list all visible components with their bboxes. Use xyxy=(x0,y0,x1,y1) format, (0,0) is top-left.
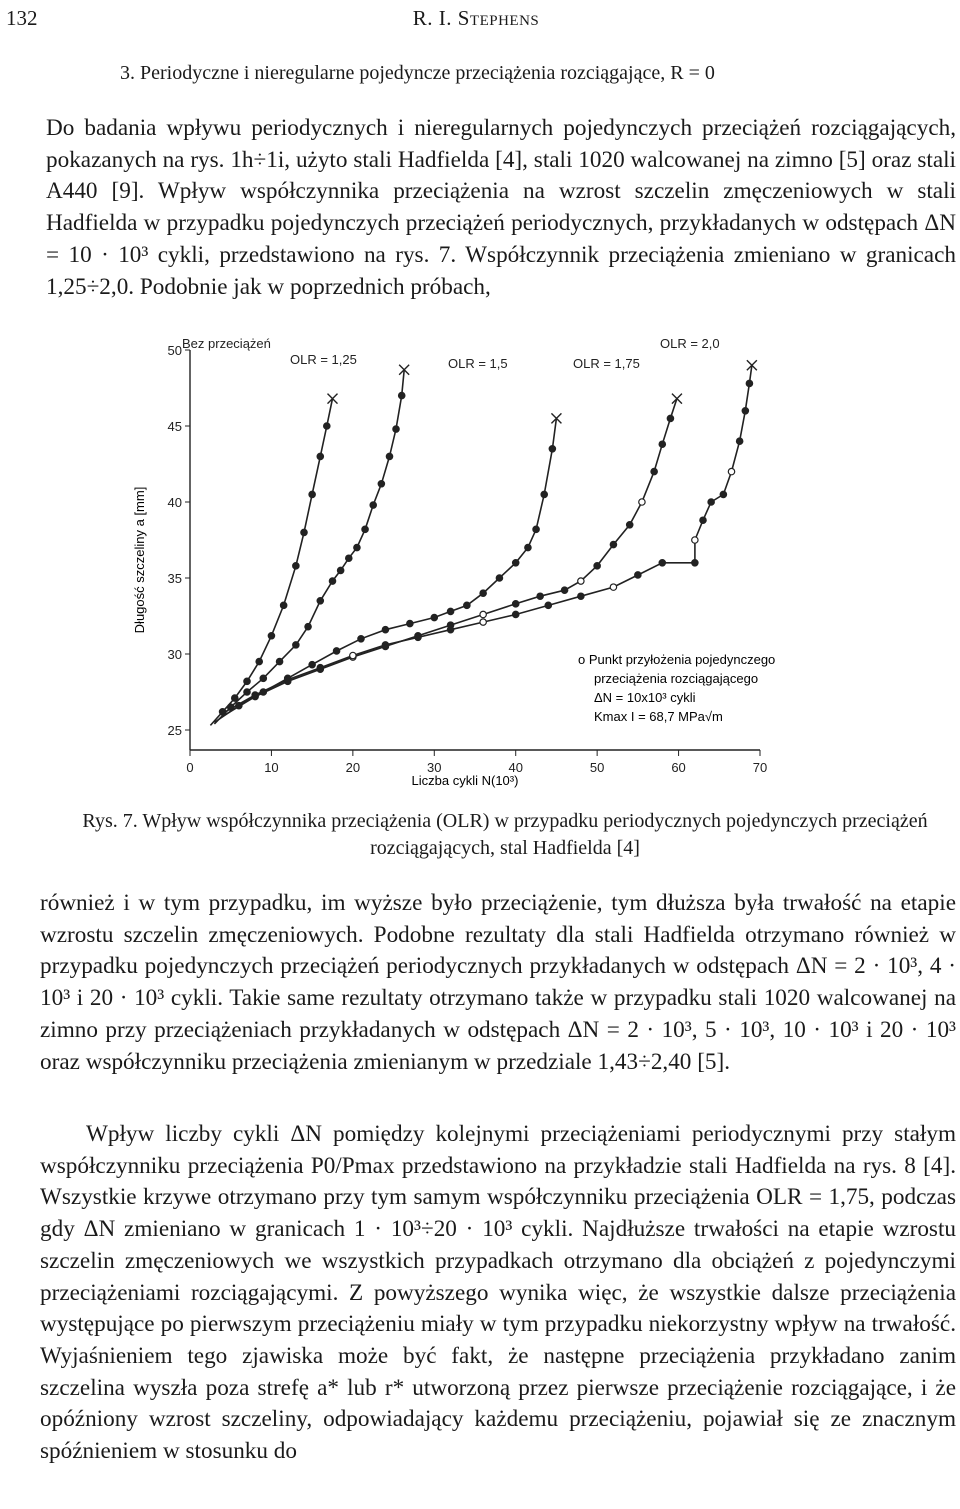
data-point xyxy=(431,614,437,620)
data-point xyxy=(549,446,555,452)
data-point xyxy=(545,602,551,608)
data-point xyxy=(700,517,706,523)
data-point xyxy=(276,658,282,664)
data-point xyxy=(639,499,645,505)
figure-caption: Rys. 7. Wpływ współczynnika przeciążenia (OLR) w przypadku periodycznych pojedynczych przeciążeń rozciągających, stal Hadfielda [4] xyxy=(82,810,928,859)
data-point xyxy=(268,633,274,639)
data-point xyxy=(362,526,368,532)
data-point xyxy=(256,658,262,664)
data-point xyxy=(692,537,698,543)
data-point xyxy=(480,611,486,617)
data-point xyxy=(280,602,286,608)
data-point xyxy=(533,526,539,532)
legend-line-3: ΔN = 10x10³ cykli xyxy=(594,690,696,705)
data-point xyxy=(610,541,616,547)
data-point xyxy=(317,664,323,670)
y-tick-label: 40 xyxy=(167,495,182,510)
data-point xyxy=(708,499,714,505)
data-point xyxy=(382,626,388,632)
data-point xyxy=(728,468,734,474)
data-point xyxy=(541,491,547,497)
data-point xyxy=(480,590,486,596)
page-number: 132 xyxy=(6,6,38,30)
data-point xyxy=(309,661,315,667)
x-tick-label: 20 xyxy=(345,760,361,775)
data-point xyxy=(513,560,519,566)
data-point xyxy=(464,602,470,608)
data-point xyxy=(346,555,352,561)
series-label: Bez przeciążeń xyxy=(182,336,271,351)
chart-legend xyxy=(578,652,775,724)
legend-line-1: o Punkt przyłożenia pojedynczego xyxy=(578,652,776,667)
series-label: OLR = 1,5 xyxy=(448,356,508,371)
data-point xyxy=(610,584,616,590)
legend-line-4: Kmax I = 68,7 MPa√m xyxy=(594,709,723,724)
data-point xyxy=(594,563,600,569)
data-point xyxy=(301,529,307,535)
y-tick-label: 45 xyxy=(167,419,182,434)
x-tick-label: 10 xyxy=(264,760,279,775)
data-point xyxy=(333,648,339,654)
data-point xyxy=(407,620,413,626)
data-point xyxy=(378,481,384,487)
chart-series-labels xyxy=(182,336,720,371)
y-tick-label: 25 xyxy=(167,723,182,738)
y-tick-label: 50 xyxy=(167,343,182,358)
data-point xyxy=(480,619,486,625)
data-point xyxy=(309,491,315,497)
data-point xyxy=(260,675,266,681)
data-point xyxy=(329,578,335,584)
series-label: OLR = 1,75 xyxy=(573,356,640,371)
data-point xyxy=(578,578,584,584)
y-tick-label: 35 xyxy=(167,571,182,586)
x-tick-label: 70 xyxy=(752,760,768,775)
data-point xyxy=(561,587,567,593)
data-point xyxy=(244,689,250,695)
legend-line-2: przeciążenia rozciągającego xyxy=(594,671,759,686)
series-line xyxy=(210,399,332,726)
data-point xyxy=(513,601,519,607)
crack-growth-chart xyxy=(120,330,840,790)
x-tick-label: 60 xyxy=(671,760,686,775)
data-point xyxy=(496,575,502,581)
series-label: OLR = 2,0 xyxy=(660,336,720,351)
failure-marker xyxy=(672,394,682,404)
data-point xyxy=(513,611,519,617)
data-point xyxy=(350,652,356,658)
section-title: 3. Periodyczne i nieregularne pojedyncze przeciążenia rozciągające, R = 0 xyxy=(120,62,715,84)
paragraph-bottom-2-text: Wpływ liczby cykli ΔN pomiędzy kolejnymi przeciążeniami periodycznymi przy stałym współczynniku przeciążenia P0/Pmax przedstawiono na przykładzie stali Hadfielda na rys. 8 [4]. Wszystkie krzywe otrzymano przy tym samym współczynniku przeciążenia OLR = 1,75, podczas gdy ΔN zmieniano w granicach 1 · 10³÷20 · 10³ cykli. Najdłuższe trwałości na etapie wzrostu szczelin zmęczeniowych we wszystkich przypadkach otrzymano dla obciążeń z pojedynczymi przeciążeniami rozciągającymi. Z powyższego wynika więc, że wszystkie dalsze przeciążenia występujące po pierwszym przeciążeniu miały w tym przypadku niekorzystny wpływ na trwałość. Wyjaśnieniem tego zjawiska może być fakt, że następne przeciążenia przykładano zanim szczelina wyszła poza strefę a* lub r* utworzoną przez pierwsze przeciążenie rozciągające, i że opóźniony wzrost szczeliny, odpowiadający każdemu przeciążeniu, pojawiał się ze znacznym spóźnieniem w stosunku do xyxy=(40,1121,956,1465)
data-point xyxy=(746,380,752,386)
data-point xyxy=(358,636,364,642)
series-line xyxy=(223,399,677,717)
data-point xyxy=(692,560,698,566)
data-point xyxy=(252,692,258,698)
data-point xyxy=(324,423,330,429)
data-point xyxy=(293,642,299,648)
data-point xyxy=(382,642,388,648)
x-tick-label: 0 xyxy=(186,760,194,775)
data-point xyxy=(370,502,376,508)
y-tick-label: 30 xyxy=(167,647,182,662)
data-point xyxy=(386,453,392,459)
series-label: OLR = 1,25 xyxy=(290,352,357,367)
data-point xyxy=(742,408,748,414)
page-header xyxy=(6,6,946,36)
data-point xyxy=(244,678,250,684)
data-point xyxy=(651,468,657,474)
data-point xyxy=(337,567,343,573)
data-point xyxy=(305,623,311,629)
data-point xyxy=(659,441,665,447)
x-tick-label: 40 xyxy=(508,760,523,775)
paragraph-top: Do badania wpływu periodycznych i nieregularnych pojedynczych przeciążeń rozciągających, pokazanych na rys. 1h÷1i, użyto stali Hadfielda [4], stali 1020 walcowanej na zimno [5] oraz stali A440 [9]. Wpływ współczynnika przeciążenia na wzrost szczelin zmęczeniowych w stali Hadfielda w przypadku pojedynczych przeciążeń periodycznych, przykładanych w odstępach ΔN = 10 · 10³ cykli, przedstawiono na rys. 7. Współczynnik przeciążenia zmieniano w granicach 1,25÷2,0. Podobnie jak w poprzednich próbach, xyxy=(46,115,956,300)
running-head: R. I. Stephens xyxy=(412,6,540,30)
x-tick-label: 50 xyxy=(589,760,605,775)
paragraph-bottom-1: również i w tym przypadku, im wyższe było przeciążenie, tym dłuższa była trwałość na etapie wzrostu szczelin zmęczeniowych. Podobne rezultaty dla stali Hadfielda otrzymano również w przypadku pojedynczych przeciążeń periodycznych przykładanych w odstępach ΔN = 2 · 10³, 4 · 10³ i 20 · 10³ cykli. Takie same rezultaty otrzymano także w przypadku stali 1020 walcowanej na zimno przy przeciążeniach przykładanych w odstępach ΔN = 2 · 10³, 5 · 10³, 10 · 10³ i 20 · 10³ oraz współczynniku przeciążenia zmienianym w przedziale 1,43÷2,40 [5]. xyxy=(40,890,956,1075)
x-axis-label: Liczba cykli N(10³) xyxy=(411,773,519,788)
data-point xyxy=(736,438,742,444)
data-point xyxy=(393,426,399,432)
data-point xyxy=(635,572,641,578)
data-point xyxy=(285,677,291,683)
data-point xyxy=(667,415,673,421)
y-axis-label: Długość szczeliny a [mm] xyxy=(132,486,147,634)
x-tick-label: 30 xyxy=(427,760,442,775)
data-point xyxy=(447,626,453,632)
data-point xyxy=(659,560,665,566)
data-point xyxy=(317,598,323,604)
data-point xyxy=(537,593,543,599)
data-point xyxy=(525,544,531,550)
data-point xyxy=(415,634,421,640)
figure-7 xyxy=(120,330,840,795)
data-point xyxy=(720,491,726,497)
data-point xyxy=(627,522,633,528)
data-point xyxy=(293,563,299,569)
data-point xyxy=(399,392,405,398)
series-line xyxy=(214,370,404,724)
paragraph-bottom-2 xyxy=(40,1119,956,1468)
data-point xyxy=(578,593,584,599)
data-point xyxy=(317,453,323,459)
data-point xyxy=(447,608,453,614)
data-point xyxy=(354,544,360,550)
